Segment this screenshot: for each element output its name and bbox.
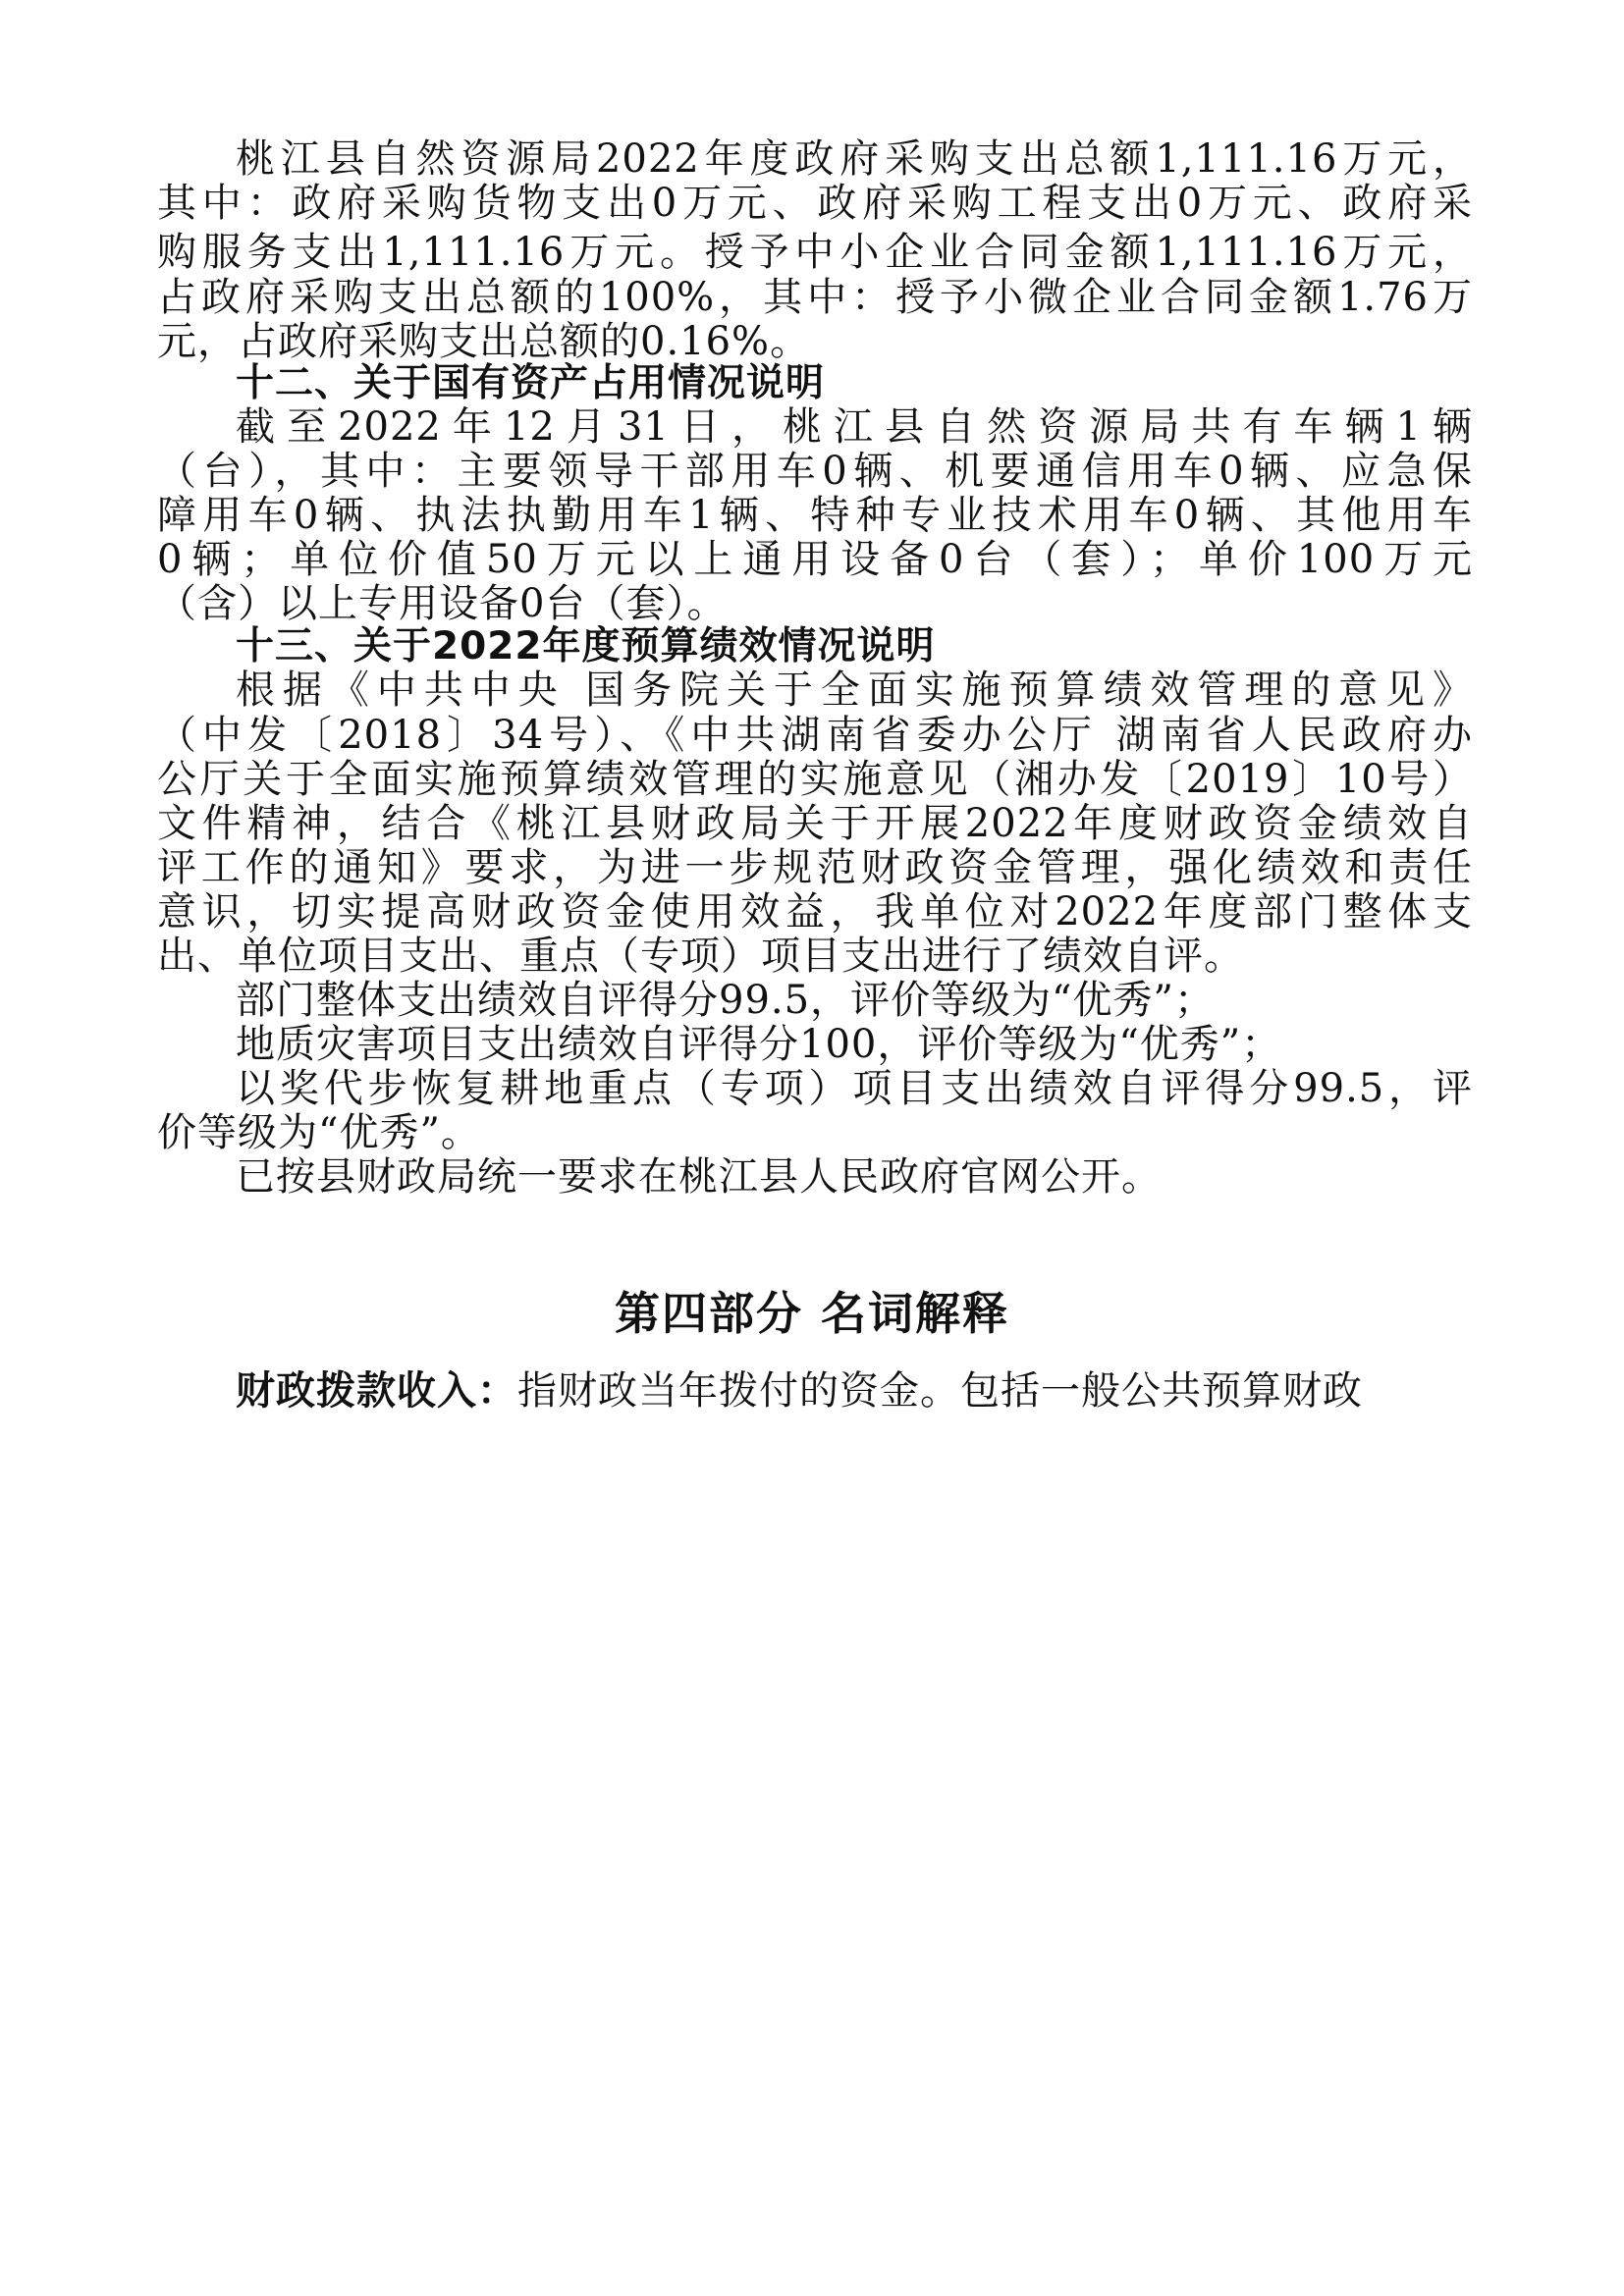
term-definition-text: 指财政当年拨付的资金。包括一般公共预算财政 (517, 1368, 1363, 1414)
section-12-line-4: 0辆；单位价值50万元以上通用设备0台（套）；单价100万元 (157, 537, 1473, 582)
score-farmland-line-1: 以奖代步恢复耕地重点（专项）项目支出绩效自评得分99.5，评 (236, 1066, 1473, 1111)
section-13-line-1: 根据《中共中央 国务院关于全面实施预算绩效管理的意见》 (236, 667, 1473, 713)
term-definition-line (236, 1366, 1473, 1415)
section-13-heading: 十三、关于2022年度预算绩效情况说明 (236, 624, 936, 668)
procurement-line-3: 购服务支出1,111.16万元。授予中小企业合同金额1,111.16万元， (157, 230, 1473, 275)
score-farmland-line-2: 价等级为“优秀”。 (157, 1110, 481, 1155)
section-12-line-1: 截至2022年12月31日，桃江县自然资源局共有车辆1辆 (236, 404, 1473, 450)
section-13-line-3: 公厅关于全面实施预算绩效管理的实施意见（湘办发〔2019〕10号） (157, 757, 1473, 802)
section-13-line-2: （中发〔2018〕34号）、《中共湖南省委办公厅 湖南省人民政府办 (157, 713, 1473, 758)
procurement-line-2: 其中：政府采购货物支出0万元、政府采购工程支出0万元、政府采 (157, 181, 1473, 226)
publication-note: 已按县财政局统一要求在桃江县人民政府官网公开。 (236, 1154, 1162, 1200)
section-13-line-7: 出、单位项目支出、重点（专项）项目支出进行了绩效自评。 (157, 934, 1244, 979)
procurement-line-4: 占政府采购支出总额的100%，其中：授予小微企业合同金额1.76万 (157, 275, 1473, 320)
procurement-line-5: 元，占政府采购支出总额的0.16%。 (157, 319, 811, 364)
score-geohazard: 地质灾害项目支出绩效自评得分100，评价等级为“优秀”； (236, 1022, 1282, 1067)
section-13-line-5: 评工作的通知》要求，为进一步规范财政资金管理，强化绩效和责任 (157, 845, 1473, 890)
section-12-line-2: （台），其中：主要领导干部用车0辆、机要通信用车0辆、应急保 (157, 449, 1473, 494)
section-13-line-4: 文件精神，结合《桃江县财政局关于开展2022年度财政资金绩效自 (157, 801, 1473, 846)
procurement-line-1: 桃江县自然资源局2022年度政府采购支出总额1,111.16万元， (236, 136, 1473, 182)
section-12-heading: 十二、关于国有资产占用情况说明 (236, 361, 826, 405)
section-13-line-6: 意识，切实提高财政资金使用效益，我单位对2022年度部门整体支 (157, 889, 1473, 934)
section-12-line-3: 障用车0辆、执法执勤用车1辆、特种专业技术用车0辆、其他用车 (157, 493, 1473, 538)
score-overall: 部门整体支出绩效自评得分99.5，评价等级为“优秀”； (236, 978, 1215, 1023)
part-four-title: 第四部分 名词解释 (614, 1287, 1009, 1340)
term-financial-appropriation-income: 财政拨款收入： (236, 1368, 517, 1414)
section-12-line-5: （含）以上专用设备0台（套）。 (157, 581, 728, 626)
